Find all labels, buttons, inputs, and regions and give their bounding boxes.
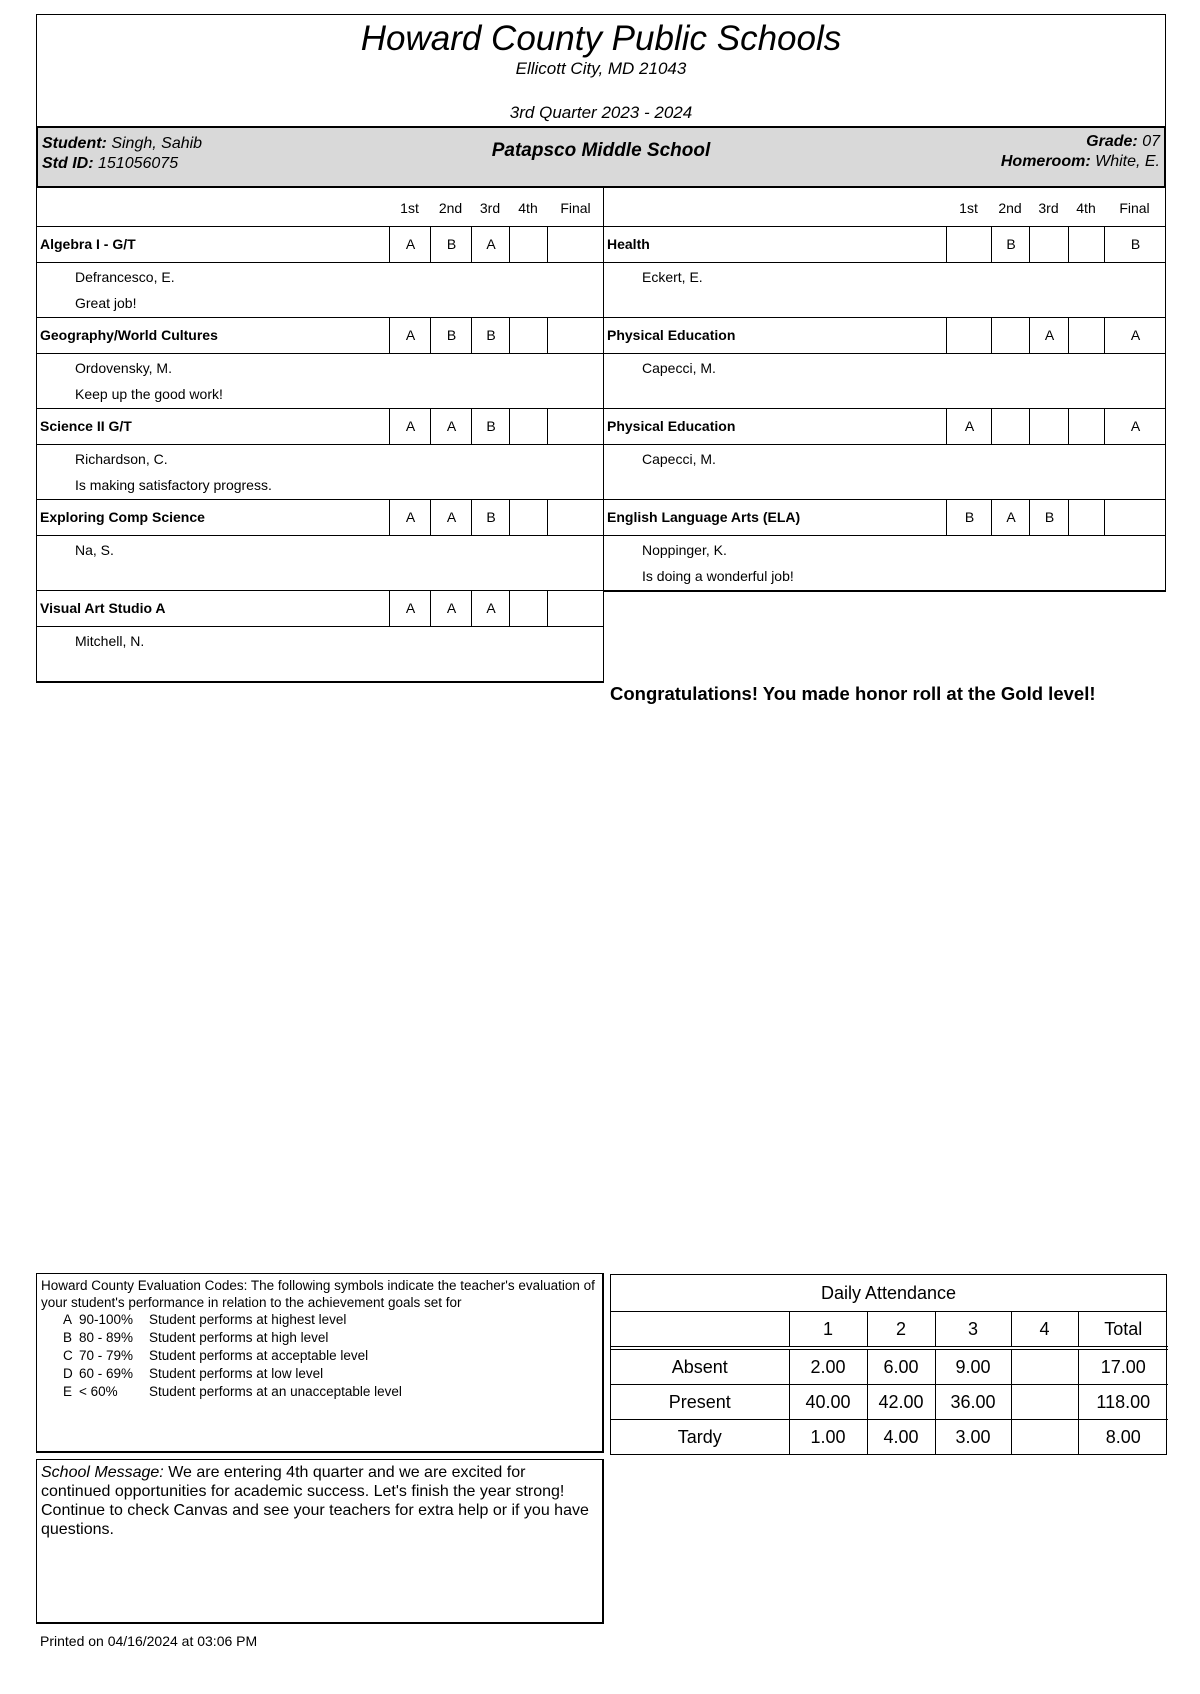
course-row [37, 227, 603, 263]
course-row [37, 409, 603, 445]
course-details [604, 354, 1165, 409]
evaluation-code: A [63, 1312, 73, 1327]
attendance-row [611, 1420, 1168, 1455]
grade-cell: B [1104, 227, 1166, 262]
grade-cell [509, 318, 548, 353]
course-row [37, 318, 603, 354]
grade-cell [509, 409, 548, 444]
school-message-label: School Message: [41, 1464, 164, 1481]
student-id-label: Std ID: [42, 155, 94, 172]
evaluation-code-line [41, 1347, 598, 1365]
course-name: Health [607, 236, 650, 252]
course-row [604, 227, 1165, 263]
column-label-final: Final [1119, 200, 1150, 216]
attendance-header-cell: Total [1078, 1312, 1168, 1347]
attendance-value: 36.00 [935, 1385, 1011, 1420]
grade-cell: A [389, 318, 431, 353]
grade-cell [1068, 409, 1105, 444]
attendance-value: 3.00 [935, 1420, 1011, 1455]
course-row [604, 409, 1165, 445]
grade-cell: A [389, 227, 431, 262]
attendance-value: 118.00 [1078, 1385, 1168, 1420]
course-name: Geography/World Cultures [40, 327, 218, 343]
column-label-1st: 1st [959, 200, 978, 216]
column-label-2nd: 2nd [438, 200, 463, 216]
grade-cell [991, 318, 1030, 353]
grade-cell [547, 318, 605, 353]
attendance-header-cell: 4 [1011, 1312, 1078, 1347]
attendance-value [1011, 1385, 1078, 1420]
course-details [37, 445, 603, 500]
evaluation-code-line [41, 1365, 598, 1383]
attendance-value: 9.00 [935, 1350, 1011, 1385]
attendance-value: 42.00 [867, 1385, 935, 1420]
grade-cell: A [1029, 318, 1069, 353]
course-details [37, 536, 603, 591]
evaluation-range: < 60% [79, 1384, 118, 1399]
daily-attendance-table [610, 1274, 1167, 1455]
evaluation-code: E [63, 1384, 73, 1399]
grade-cell: B [430, 227, 472, 262]
course-row [37, 591, 603, 627]
course-entry [37, 500, 603, 591]
teacher-name: Richardson, C. [75, 451, 168, 467]
column-label-1st: 1st [400, 200, 419, 216]
evaluation-range: 80 - 89% [79, 1330, 134, 1345]
grade-cell [946, 227, 992, 262]
course-details [37, 627, 603, 682]
attendance-value: 8.00 [1078, 1420, 1168, 1455]
course-name: Exploring Comp Science [40, 509, 205, 525]
attendance-header-cell: 2 [867, 1312, 935, 1347]
attendance-row [611, 1385, 1168, 1420]
grade-cell: A [389, 409, 431, 444]
grade-cell [509, 591, 548, 626]
grade-cell: A [430, 500, 472, 535]
student-id: 151056075 [98, 155, 179, 172]
attendance-header-cell: 1 [789, 1312, 867, 1347]
teacher-comment: Is making satisfactory progress. [75, 477, 272, 493]
course-entry [37, 318, 603, 409]
evaluation-code: B [63, 1330, 73, 1345]
homeroom-value: White, E. [1095, 153, 1160, 170]
grade-cell [1068, 227, 1105, 262]
evaluation-range: 70 - 79% [79, 1348, 134, 1363]
evaluation-code-line [41, 1311, 598, 1329]
attendance-header-cell [611, 1312, 789, 1347]
grade-cell: B [946, 500, 992, 535]
student-name-label: Student: [42, 135, 107, 152]
school-message-text: We are entering 4th quarter and we are excited for continued opportunities for academic success. Let's finish the year strong! Continue to check Canvas and see your teachers for extra help or if you have questions. [41, 1464, 589, 1538]
attendance-row-label: Present [611, 1385, 789, 1420]
teacher-name: Na, S. [75, 542, 114, 558]
grade-cell: A [991, 500, 1030, 535]
grade-column-header [37, 188, 603, 227]
report-header [36, 14, 1166, 126]
grade-cell: B [430, 318, 472, 353]
teacher-name: Defrancesco, E. [75, 269, 175, 285]
column-label-4th: 4th [1076, 200, 1096, 216]
evaluation-intro: Howard County Evaluation Codes: The following symbols indicate the teacher's evaluation of your student's performance in relation to the achievement goals set for [41, 1278, 595, 1310]
grade-cell: A [389, 591, 431, 626]
grade-cell: A [471, 591, 510, 626]
column-label-final: Final [560, 200, 591, 216]
honor-roll-message: Congratulations! You made honor roll at the Gold level! [610, 683, 1096, 704]
grade-cell: A [946, 409, 992, 444]
attendance-value: 2.00 [789, 1350, 867, 1385]
evaluation-range: 60 - 69% [79, 1366, 134, 1381]
course-entry [604, 409, 1165, 500]
evaluation-description: Student performs at low level [149, 1366, 324, 1381]
evaluation-code: C [63, 1348, 73, 1363]
left-grades-table [36, 188, 604, 683]
attendance-value: 4.00 [867, 1420, 935, 1455]
evaluation-description: Student performs at an unacceptable level [149, 1384, 402, 1399]
teacher-comment: Keep up the good work! [75, 386, 223, 402]
attendance-value: 6.00 [867, 1350, 935, 1385]
grade-cell [547, 591, 605, 626]
teacher-comment: Great job! [75, 295, 137, 311]
grade-cell [1068, 500, 1105, 535]
course-entry [37, 409, 603, 500]
grade-cell [509, 227, 548, 262]
attendance-value: 17.00 [1078, 1350, 1168, 1385]
attendance-value: 1.00 [789, 1420, 867, 1455]
grade-cell [547, 227, 605, 262]
grade-cell: A [430, 591, 472, 626]
course-entry [37, 591, 603, 682]
course-name: Algebra I - G/T [40, 236, 136, 252]
teacher-name: Noppinger, K. [642, 542, 727, 558]
teacher-comment: Is doing a wonderful job! [642, 568, 794, 584]
evaluation-codes-box [36, 1273, 604, 1453]
attendance-row-label: Tardy [611, 1420, 789, 1455]
course-details [37, 354, 603, 409]
course-name: English Language Arts (ELA) [607, 509, 801, 525]
attendance-value: 40.00 [789, 1385, 867, 1420]
course-name: Physical Education [607, 327, 736, 343]
term-label: 3rd Quarter 2023 - 2024 [509, 103, 693, 122]
column-label-2nd: 2nd [998, 200, 1022, 216]
teacher-name: Mitchell, N. [75, 633, 145, 649]
attendance-row-label: Absent [611, 1350, 789, 1385]
grade-cell [991, 409, 1030, 444]
evaluation-description: Student performs at acceptable level [149, 1348, 369, 1363]
column-label-3rd: 3rd [479, 200, 501, 216]
course-details [604, 263, 1165, 318]
teacher-name: Capecci, M. [642, 451, 716, 467]
column-label-3rd: 3rd [1038, 200, 1059, 216]
grade-cell [509, 500, 548, 535]
course-name: Science II G/T [40, 418, 132, 434]
school-name: Patapsco Middle School [491, 140, 711, 161]
attendance-value [1011, 1420, 1078, 1455]
grade-column-header [604, 188, 1165, 227]
course-details [604, 536, 1165, 591]
course-entry [604, 227, 1165, 318]
grade-label: Grade: [1086, 133, 1138, 150]
course-row [37, 500, 603, 536]
grade-cell: B [471, 318, 510, 353]
grade-cell: B [991, 227, 1030, 262]
course-row [604, 318, 1165, 354]
attendance-value [1011, 1350, 1078, 1385]
grade-cell: B [471, 500, 510, 535]
course-name: Visual Art Studio A [40, 600, 166, 616]
teacher-name: Capecci, M. [642, 360, 716, 376]
district-address: Ellicott City, MD 21043 [515, 59, 687, 78]
grade-cell: A [389, 500, 431, 535]
teacher-name: Ordovensky, M. [75, 360, 172, 376]
course-name: Physical Education [607, 418, 736, 434]
student-placement [1001, 132, 1160, 172]
evaluation-code-list [41, 1311, 598, 1401]
grade-cell: A [471, 227, 510, 262]
course-entry [604, 318, 1165, 409]
grade-cell [1104, 500, 1166, 535]
grade-cell: B [1029, 500, 1069, 535]
grade-cell [946, 318, 992, 353]
evaluation-code: D [63, 1366, 73, 1381]
grade-cell: A [1104, 409, 1166, 444]
evaluation-code-line [41, 1383, 598, 1401]
grade-cell: A [430, 409, 472, 444]
evaluation-range: 90-100% [79, 1312, 134, 1327]
column-label-4th: 4th [518, 200, 538, 216]
student-name: Singh, Sahib [111, 135, 203, 152]
grade-cell: A [1104, 318, 1166, 353]
course-entry [37, 227, 603, 318]
attendance-header-row [611, 1312, 1168, 1347]
homeroom-label: Homeroom: [1000, 153, 1091, 170]
attendance-row [611, 1350, 1168, 1385]
grade-cell [547, 500, 605, 535]
district-title: Howard County Public Schools [360, 19, 842, 58]
course-entry [604, 500, 1165, 591]
evaluation-code-line [41, 1329, 598, 1347]
grade-cell: B [471, 409, 510, 444]
attendance-header-cell: 3 [935, 1312, 1011, 1347]
grade-value: 07 [1142, 133, 1160, 150]
grade-cell [1029, 227, 1069, 262]
evaluation-description: Student performs at highest level [149, 1312, 347, 1327]
course-details [37, 263, 603, 318]
grade-cell [547, 409, 605, 444]
grade-cell [1068, 318, 1105, 353]
right-grades-table [604, 188, 1166, 592]
student-info-band [36, 126, 1166, 188]
attendance-title: Daily Attendance [611, 1275, 1166, 1312]
teacher-name: Eckert, E. [642, 269, 703, 285]
course-row [604, 500, 1165, 536]
evaluation-description: Student performs at high level [149, 1330, 329, 1345]
printed-timestamp: Printed on 04/16/2024 at 03:06 PM [40, 1633, 258, 1649]
grade-cell [1029, 409, 1069, 444]
school-message-box [36, 1459, 604, 1624]
course-details [604, 445, 1165, 500]
